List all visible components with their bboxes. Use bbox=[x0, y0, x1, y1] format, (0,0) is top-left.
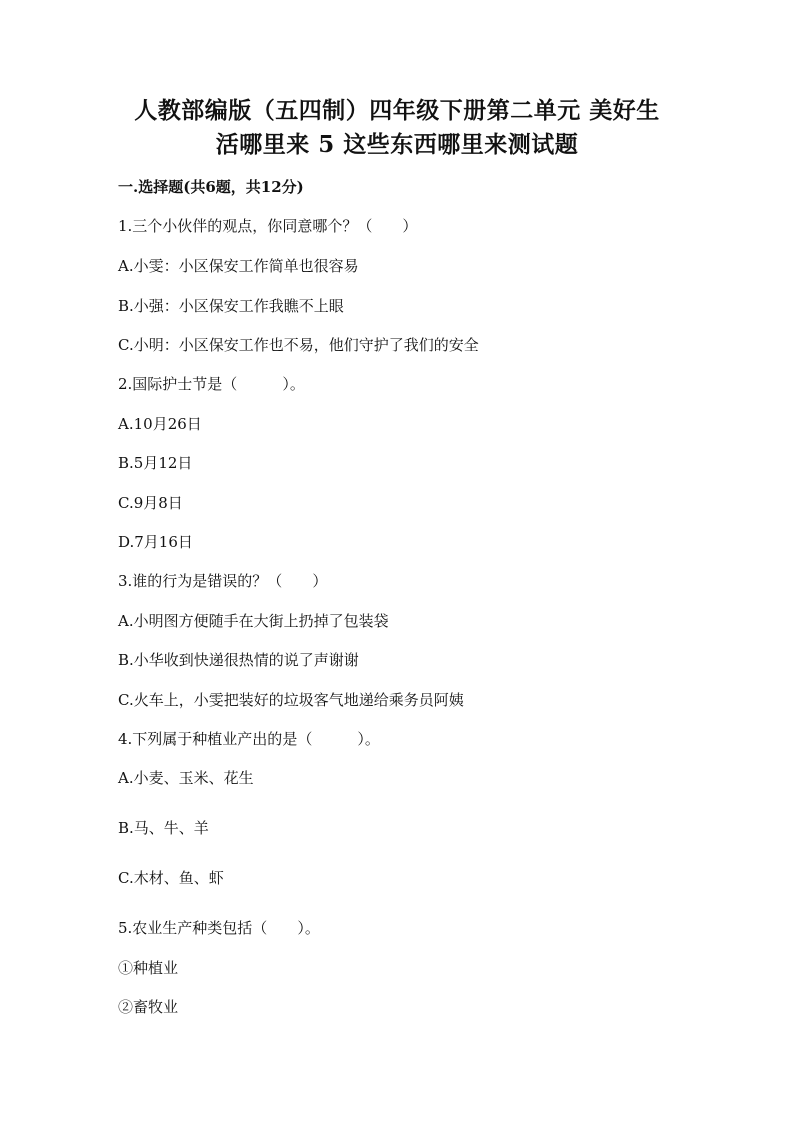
question-2-option-c: C.9月8日 bbox=[118, 494, 183, 512]
question-1-option-c: C.小明：小区保安工作也不易，他们守护了我们的安全 bbox=[118, 336, 479, 354]
question-3-option-b: B.小华收到快递很热情的说了声谢谢 bbox=[118, 651, 359, 669]
question-5-option-2: ②畜牧业 bbox=[118, 998, 179, 1016]
question-5-option-1: ①种植业 bbox=[118, 959, 179, 977]
document-title-line-1: 人教部编版（五四制）四年级下册第二单元 美好生 bbox=[134, 97, 660, 124]
question-3-option-c: C.火车上，小雯把装好的垃圾客气地递给乘务员阿姨 bbox=[118, 691, 464, 709]
question-1-option-a: A.小雯：小区保安工作简单也很容易 bbox=[118, 257, 359, 275]
question-4-option-b: B.马、牛、羊 bbox=[118, 819, 209, 837]
question-4-option-a: A.小麦、玉米、花生 bbox=[118, 769, 254, 787]
document-title-line-2: 活哪里来 5 这些东西哪里来测试题 bbox=[215, 131, 579, 158]
question-2-stem: 2.国际护士节是（ ）。 bbox=[118, 375, 305, 393]
question-4-stem: 4.下列属于种植业产出的是（ ）。 bbox=[118, 730, 380, 748]
section-heading: 一.选择题(共6题，共12分) bbox=[118, 178, 304, 196]
question-3-option-a: A.小明图方便随手在大街上扔掉了包装袋 bbox=[118, 612, 389, 630]
question-1-stem: 1.三个小伙伴的观点，你同意哪个？（ ） bbox=[118, 217, 418, 235]
question-2-option-a: A.10月26日 bbox=[118, 415, 202, 433]
question-5-stem: 5.农业生产种类包括（ ）。 bbox=[118, 919, 320, 937]
question-2-option-d: D.7月16日 bbox=[118, 533, 193, 551]
question-1-option-b: B.小强：小区保安工作我瞧不上眼 bbox=[118, 297, 344, 315]
question-2-option-b: B.5月12日 bbox=[118, 454, 193, 472]
question-4-option-c: C.木材、鱼、虾 bbox=[118, 869, 224, 887]
question-3-stem: 3.谁的行为是错误的？（ ） bbox=[118, 572, 328, 590]
